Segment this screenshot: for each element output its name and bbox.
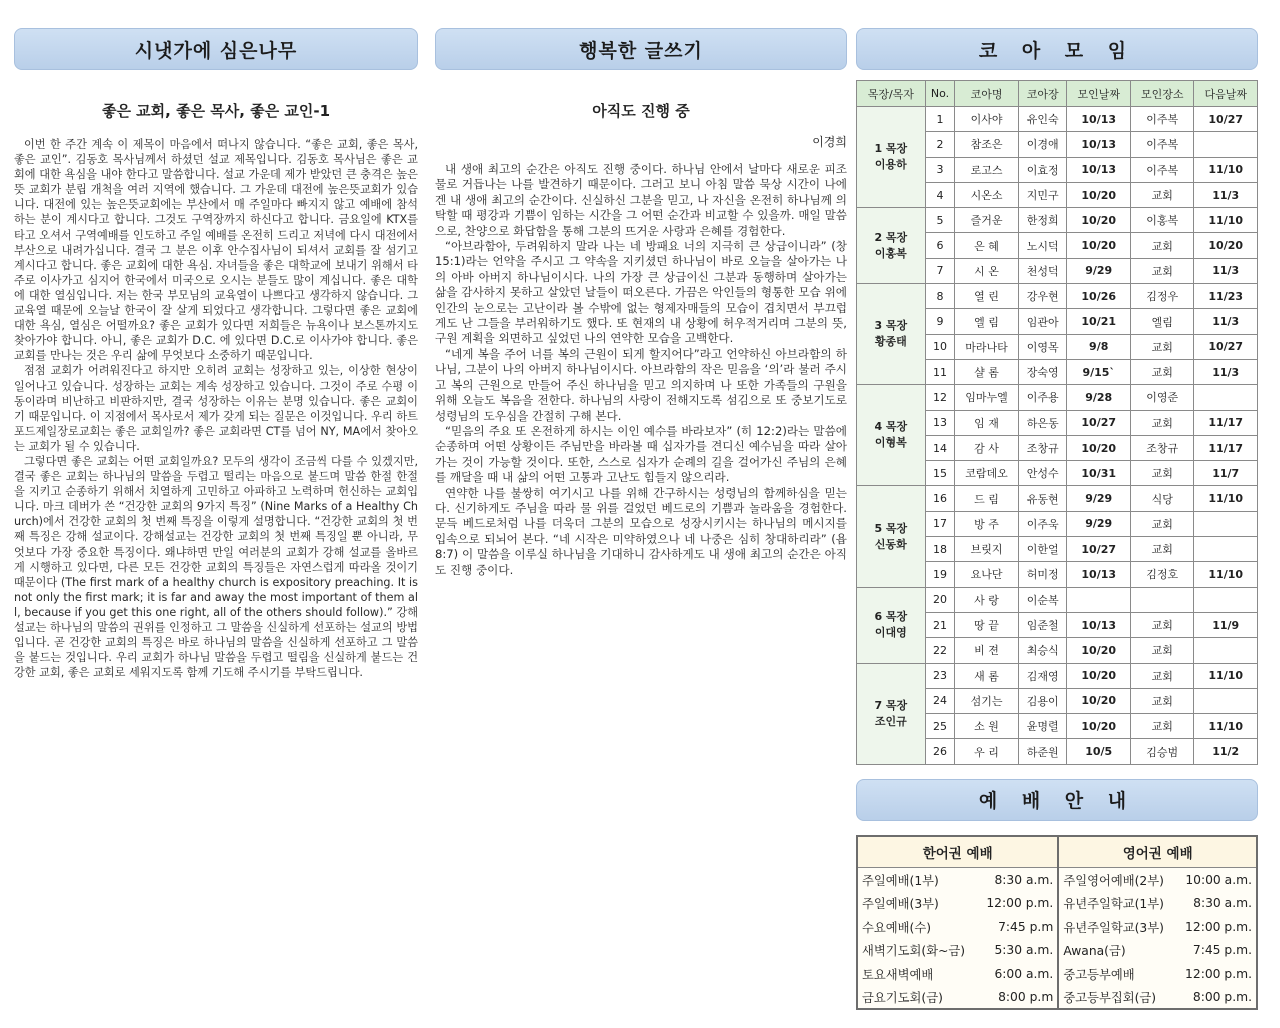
group-leader: 이용하 bbox=[874, 158, 907, 172]
group-name: 3 목장 bbox=[874, 319, 908, 333]
table-cell: 교회 bbox=[1130, 334, 1193, 359]
table-cell: 10/27 bbox=[1194, 107, 1258, 132]
paragraph: “믿음의 주요 또 온전하게 하시는 이인 예수를 바라보자” (히 12:2)라는 말씀에 순종하며 어떤 상황이든 주님만을 바라볼 때 십자가를 견디신 예수님을 따라 살아가는 것이 가능할 것이다. 또한, 스스로 십자가 순례의 길을 걸어가신 주님의 은혜를 깨달을 때 내 삶의 어떤 고통과 고난도 힘들지 않으리라. bbox=[435, 423, 847, 485]
column-header: 코아장 bbox=[1018, 81, 1067, 107]
table-cell: 10 bbox=[925, 334, 955, 359]
table-cell: 임관아 bbox=[1018, 309, 1067, 334]
table-cell: 교회 bbox=[1130, 182, 1193, 207]
table-cell: 마라나타 bbox=[955, 334, 1018, 359]
table-cell: 11/10 bbox=[1194, 486, 1258, 511]
table-cell: 천성덕 bbox=[1018, 258, 1067, 283]
group-name: 2 목장 bbox=[874, 230, 908, 244]
table-cell: 11/10 bbox=[1194, 663, 1258, 688]
table-cell: 교회 bbox=[1130, 714, 1193, 739]
column-header: 목장/목자 bbox=[857, 81, 926, 107]
english-service-time: 10:00 a.m. bbox=[1176, 868, 1257, 892]
essay-banner: 행복한 글쓰기 bbox=[435, 28, 847, 70]
table-cell: 16 bbox=[925, 486, 955, 511]
table-cell: 시 온 bbox=[955, 258, 1018, 283]
table-cell bbox=[1194, 385, 1258, 410]
table-cell: 이주복 bbox=[1130, 157, 1193, 182]
group-leader: 이대영 bbox=[874, 626, 907, 640]
table-cell: 교회 bbox=[1130, 233, 1193, 258]
table-cell: 조창규 bbox=[1018, 435, 1067, 460]
table-cell bbox=[1067, 587, 1130, 612]
table-cell bbox=[1194, 537, 1258, 562]
column-header: 모인장소 bbox=[1130, 81, 1193, 107]
column-core-meetings bbox=[856, 28, 1258, 1010]
group-leader-cell bbox=[857, 486, 926, 587]
essay-author: 이경희 bbox=[812, 135, 847, 149]
table-cell: 25 bbox=[925, 714, 955, 739]
table-cell: 9/29 bbox=[1067, 511, 1130, 536]
service-row bbox=[857, 986, 1257, 1010]
english-service-time: 12:00 p.m. bbox=[1176, 962, 1257, 986]
table-cell: 11/17 bbox=[1194, 435, 1258, 460]
table-cell: 김정호 bbox=[1130, 562, 1193, 587]
group-leader: 이형복 bbox=[874, 436, 907, 450]
english-service-name: 중고등부집회(금) bbox=[1058, 986, 1175, 1010]
table-cell: 10/27 bbox=[1067, 537, 1130, 562]
table-cell: 임준철 bbox=[1018, 612, 1067, 637]
service-row bbox=[857, 962, 1257, 986]
korean-service-name: 새벽기도회(화~금) bbox=[857, 939, 977, 963]
group-name: 6 목장 bbox=[874, 610, 908, 624]
table-cell: 23 bbox=[925, 663, 955, 688]
service-schedule-table bbox=[856, 835, 1258, 1011]
service-header-row bbox=[857, 836, 1257, 868]
table-cell: 11/9 bbox=[1194, 612, 1258, 637]
table-cell bbox=[1194, 688, 1258, 713]
english-service-name: 유년주일학교(1부) bbox=[1058, 891, 1175, 915]
table-cell: 9/29 bbox=[1067, 258, 1130, 283]
table-cell: 10/20 bbox=[1067, 233, 1130, 258]
table-cell: 사 랑 bbox=[955, 587, 1018, 612]
table-cell: 10/26 bbox=[1067, 284, 1130, 309]
table-cell: 노시덕 bbox=[1018, 233, 1067, 258]
english-service-time: 8:00 p.m. bbox=[1176, 986, 1257, 1010]
table-cell: 11/2 bbox=[1194, 739, 1258, 764]
column-header: 모인날짜 bbox=[1067, 81, 1130, 107]
table-cell: 11/10 bbox=[1194, 157, 1258, 182]
english-service-name: 유년주일학교(3부) bbox=[1058, 915, 1175, 939]
table-cell: 6 bbox=[925, 233, 955, 258]
table-cell: 21 bbox=[925, 612, 955, 637]
table-cell: 11/10 bbox=[1194, 562, 1258, 587]
table-cell: 이효정 bbox=[1018, 157, 1067, 182]
table-cell: 열 린 bbox=[955, 284, 1018, 309]
table-cell: 새 롬 bbox=[955, 663, 1018, 688]
table-cell: 이영목 bbox=[1018, 334, 1067, 359]
table-cell: 10/13 bbox=[1067, 562, 1130, 587]
table-cell: 11 bbox=[925, 359, 955, 384]
table-cell: 3 bbox=[925, 157, 955, 182]
table-cell: 교회 bbox=[1130, 359, 1193, 384]
table-body bbox=[857, 107, 1258, 765]
table-cell: 유인숙 bbox=[1018, 107, 1067, 132]
table-cell: 교회 bbox=[1130, 612, 1193, 637]
table-cell: 샬 롬 bbox=[955, 359, 1018, 384]
sermon-title: 좋은 교회, 좋은 목사, 좋은 교인-1 bbox=[101, 102, 331, 120]
table-cell: 이순복 bbox=[1018, 587, 1067, 612]
table-cell: 7 bbox=[925, 258, 955, 283]
group-leader: 조인규 bbox=[874, 714, 907, 728]
table-cell: 이주복 bbox=[1130, 107, 1193, 132]
table-cell: 교회 bbox=[1130, 258, 1193, 283]
table-cell: 2 bbox=[925, 132, 955, 157]
table-cell: 11/10 bbox=[1194, 208, 1258, 233]
group-leader-cell bbox=[857, 385, 926, 486]
core-meeting-table bbox=[856, 80, 1258, 765]
table-cell: 10/13 bbox=[1067, 132, 1130, 157]
group-name: 7 목장 bbox=[874, 698, 908, 712]
table-cell: 10/20 bbox=[1194, 233, 1258, 258]
table-cell: 4 bbox=[925, 182, 955, 207]
table-cell: 12 bbox=[925, 385, 955, 410]
table-cell: 한정희 bbox=[1018, 208, 1067, 233]
korean-service-time: 8:30 a.m. bbox=[977, 868, 1058, 892]
table-cell: 10/13 bbox=[1067, 612, 1130, 637]
table-row bbox=[857, 486, 1258, 511]
table-cell: 10/21 bbox=[1067, 309, 1130, 334]
group-leader-cell bbox=[857, 107, 926, 208]
table-cell: 24 bbox=[925, 688, 955, 713]
table-cell: 이영준 bbox=[1130, 385, 1193, 410]
table-cell: 소 원 bbox=[955, 714, 1018, 739]
table-cell: 교회 bbox=[1130, 663, 1193, 688]
table-cell: 10/27 bbox=[1067, 410, 1130, 435]
table-cell: 김용이 bbox=[1018, 688, 1067, 713]
table-header-row bbox=[857, 81, 1258, 107]
column-sermon bbox=[14, 28, 418, 680]
service-row bbox=[857, 891, 1257, 915]
table-row bbox=[857, 107, 1258, 132]
table-cell: 요나단 bbox=[955, 562, 1018, 587]
service-body bbox=[857, 868, 1257, 1010]
group-leader-cell bbox=[857, 284, 926, 385]
table-cell: 11/3 bbox=[1194, 258, 1258, 283]
table-cell: 비 젼 bbox=[955, 638, 1018, 663]
table-cell: 11/3 bbox=[1194, 309, 1258, 334]
table-cell: 9/28 bbox=[1067, 385, 1130, 410]
table-cell: 김정우 bbox=[1130, 284, 1193, 309]
korean-service-name: 주일예배(1부) bbox=[857, 868, 977, 892]
table-cell: 10/20 bbox=[1067, 435, 1130, 460]
group-leader: 황종태 bbox=[874, 335, 907, 349]
table-cell: 10/27 bbox=[1194, 334, 1258, 359]
table-cell: 임 재 bbox=[955, 410, 1018, 435]
table-cell: 10/31 bbox=[1067, 461, 1130, 486]
table-cell: 감 사 bbox=[955, 435, 1018, 460]
paragraph: 점점 교회가 어려워진다고 하지만 오히려 교회는 성장하고 있는, 이상한 현상이 일어나고 있습니다. 성장하는 교회는 계속 성장하고 있습니다. 그것이 주로 수평 이동이라며 비난하고 비판하지만, 결국 성장하는 이유는 분명 있습니다. 좋은 교회이기 때문입니다. 이 지점에서 목사로서 제가 갖게 되는 질문은 이것입니다. 우리 하트포드제일장로교회는 좋은 교회일까? 좋은 교회라면 CT를 넘어 NY, MA에서 찾아오는 교회가 될 수 있습니다. bbox=[14, 364, 418, 453]
paragraph: “네게 복을 주어 너를 복의 근원이 되게 할지어다”라고 언약하신 아브라함의 하나님, 그분이 나의 아버지 하나님이시다. 아브라함의 작은 믿음을 ‘의’라 불러 주시고 복의 근원으로 만들어 주신 하나님을 믿고 의지하며 나 또한 가족들의 구원을 위해 오늘도 복음을 전한다. 하나님의 사랑이 전해지도록 섬김으로 또 중보기도로 성령님의 도우심을 간절히 구해 본다. bbox=[435, 346, 847, 423]
table-cell: 엘 림 bbox=[955, 309, 1018, 334]
essay-title: 아직도 진행 중 bbox=[592, 102, 690, 120]
table-row bbox=[857, 208, 1258, 233]
services-banner: 예 배 안 내 bbox=[856, 779, 1258, 821]
service-row bbox=[857, 868, 1257, 892]
table-cell: 드 림 bbox=[955, 486, 1018, 511]
table-cell: 임마누엘 bbox=[955, 385, 1018, 410]
table-cell: 14 bbox=[925, 435, 955, 460]
table-cell: 9 bbox=[925, 309, 955, 334]
group-name: 1 목장 bbox=[874, 142, 908, 156]
group-name: 4 목장 bbox=[874, 420, 908, 434]
table-cell: 10/13 bbox=[1067, 107, 1130, 132]
table-cell: 시온소 bbox=[955, 182, 1018, 207]
english-service-time: 7:45 p.m. bbox=[1176, 939, 1257, 963]
table-cell: 교회 bbox=[1130, 537, 1193, 562]
table-cell: 즐거운 bbox=[955, 208, 1018, 233]
core-banner: 코 아 모 임 bbox=[856, 28, 1258, 70]
table-cell: 우 리 bbox=[955, 739, 1018, 764]
paragraph: 연약한 나를 불쌍히 여기시고 나를 위해 간구하시는 성령님의 함께하심을 믿는다. 신기하게도 주님을 따라 물 위를 걸었던 베드로의 기쁨과 놀라움을 경험한다. 문득 베드로처럼 나를 더욱더 그분의 모습으로 성장시키시는 하나님의 메시지를 입속으로 되뇌어 본다. “네 시작은 미약하였으나 네 나중은 심히 창대하리라” (욥 8:7) 이 말씀을 이루실 하나님을 기대하니 감사하게도 내 생애 최고의 순간은 아직도 진행 중이다. bbox=[435, 485, 847, 577]
table-cell: 11/7 bbox=[1194, 461, 1258, 486]
korean-service-name: 주일예배(3부) bbox=[857, 891, 977, 915]
table-cell: 이주복 bbox=[1130, 132, 1193, 157]
table-cell: 김승범 bbox=[1130, 739, 1193, 764]
table-cell: 9/15` bbox=[1067, 359, 1130, 384]
table-cell: 유동현 bbox=[1018, 486, 1067, 511]
sermon-banner: 시냇가에 심은나무 bbox=[14, 28, 418, 70]
column-header: 코아명 bbox=[955, 81, 1018, 107]
table-cell: 9/29 bbox=[1067, 486, 1130, 511]
group-leader: 이홍복 bbox=[874, 246, 907, 260]
paragraph: 그렇다면 좋은 교회는 어떤 교회일까요? 모두의 생각이 조금씩 다를 수 있겠지만, 결국 좋은 교회는 하나님의 말씀을 두렵고 떨리는 마음으로 붙드며 말씀 한절 한절을 지키고 순종하기 위해서 치열하게 고민하고 아파하고 노력하며 헌신하는 교회입니다. 마크 데버가 쓴 “건강한 교회의 9가지 특징” (Nine Marks of a Healthy Church)에서 건강한 교회의 첫 번째 특징을 이렇게 설명합니다. “건강한 교회의 첫 번째 특징은 강해 설교이다. 강해설교는 건강한 교회의 첫 번째 특징일 뿐 아니라, 무엇보다 가장 중요한 특징이다. 왜냐하면 만일 여러분의 교회가 강해 설교를 올바르게 시행하고 있다면, 다른 모든 건강한 교회의 특징들은 자연스럽게 따라올 것이기 때문이다 (The first mark of a healthy church is expository preaching. It is not only the first mark; it is far and away the most important of them all, because if you get this one right, all of the others should follow).” 강해 설교는 하나님의 말씀의 권위를 인정하고 그 말씀을 신실하게 선포하는 설교의 방법입니다. 곧 건강한 교회의 특징은 바로 하나님의 말씀을 신실하게 선포하고 그 말씀을 붙드는 것입니다. 우리 교회가 하나님 말씀을 두렵고 떨림을 신실하게 붙드는 건강한 교회, 좋은 교회로 세워지도록 함께 기도해 주시기를 부탁드립니다. bbox=[14, 454, 418, 680]
group-leader-cell bbox=[857, 663, 926, 764]
table-cell: 지민구 bbox=[1018, 182, 1067, 207]
table-cell: 11/17 bbox=[1194, 410, 1258, 435]
table-cell: 17 bbox=[925, 511, 955, 536]
table-cell: 1 bbox=[925, 107, 955, 132]
table-cell: 로고스 bbox=[955, 157, 1018, 182]
table-cell: 교회 bbox=[1130, 461, 1193, 486]
table-cell: 하준원 bbox=[1018, 739, 1067, 764]
table-cell: 이주욱 bbox=[1018, 511, 1067, 536]
table-cell: 브릿지 bbox=[955, 537, 1018, 562]
korean-service-name: 수요예배(수) bbox=[857, 915, 977, 939]
table-cell bbox=[1194, 587, 1258, 612]
table-cell: 5 bbox=[925, 208, 955, 233]
table-cell: 참조은 bbox=[955, 132, 1018, 157]
table-cell: 11/3 bbox=[1194, 182, 1258, 207]
table-cell: 강우현 bbox=[1018, 284, 1067, 309]
table-cell: 9/8 bbox=[1067, 334, 1130, 359]
table-cell: 장숙영 bbox=[1018, 359, 1067, 384]
group-leader-cell bbox=[857, 208, 926, 284]
table-cell: 13 bbox=[925, 410, 955, 435]
korean-service-name: 토요새벽예배 bbox=[857, 962, 977, 986]
english-service-time: 8:30 a.m. bbox=[1176, 891, 1257, 915]
table-cell: 10/20 bbox=[1067, 714, 1130, 739]
table-cell bbox=[1194, 132, 1258, 157]
english-service-time: 12:00 p.m. bbox=[1176, 915, 1257, 939]
group-name: 5 목장 bbox=[874, 521, 908, 535]
table-cell: 19 bbox=[925, 562, 955, 587]
english-service-name: Awana(금) bbox=[1058, 939, 1175, 963]
table-cell: 이주용 bbox=[1018, 385, 1067, 410]
table-cell: 10/13 bbox=[1067, 157, 1130, 182]
paragraph: 이번 한 주간 계속 이 제목이 마음에서 떠나지 않습니다. “좋은 교회, 좋은 목사, 좋은 교인”. 김동호 목사님께서 하셨던 설교 제목입니다. 김동호 목사님은 좋은 교회에 대한 욕심을 내야 한다고 말씀합니다. 설교 가운데 제가 받았던 큰 충격은 높은뜻 교회가 분립 개척을 여러 지역에 했습니다. 그 가운데 대전에 높은뜻교회가 있습니다. 대전에 있는 높은뜻교회에는 부산에서 매 주일마다 빠지지 않고 예배에 참석하는 분이 계시다고 합니다. 그것도 구역장까지 하신다고 합니다. 금요일에 KTX를 타고 오셔서 구역예배를 인도하고 주일 예배를 온전히 드리고 저녁에 다시 대전에서 부산으로 내려가십니다. 결국 그 분은 이후 안수집사님이 되셔서 교회를 잘 섬기고 계시다고 합니다. 좋은 교회에 대한 욕심. 자녀들을 좋은 대학교에 보내기 위해서 타주로 이사가고 심지어 한국에서 미국으로 오시는 분들도 많이 계십니다. 좋은 대학에 대한 열심입니다. 저는 한국 부모님의 교육열이 나쁘다고 생각하지 않습니다. 그 교육열 때문에 오늘날 한국이 잘 살게 되었다고 생각합니다. 그렇다면 좋은 교회에 대한 욕심, 열심은 어떨까요? 좋은 교회가 있다면 저희들은 뉴욕이나 보스톤까지도 찾아가야 합니다. 아니, 좋은 교회가 D.C. 에 있다면 D.C.로 이사가야 합니다. 좋은 교회를 만나는 것은 우리 삶에 무엇보다 소중하기 때문입니다. bbox=[14, 138, 418, 363]
group-leader: 신동화 bbox=[874, 537, 907, 551]
table-cell: 15 bbox=[925, 461, 955, 486]
table-cell: 허미정 bbox=[1018, 562, 1067, 587]
korean-service-header: 한어권 예배 bbox=[857, 836, 1058, 868]
table-cell: 교회 bbox=[1130, 410, 1193, 435]
table-cell: 10/20 bbox=[1067, 688, 1130, 713]
table-cell: 10/20 bbox=[1067, 663, 1130, 688]
table-cell: 이홍복 bbox=[1130, 208, 1193, 233]
table-cell bbox=[1194, 638, 1258, 663]
table-cell: 이사야 bbox=[955, 107, 1018, 132]
english-service-name: 중고등부예배 bbox=[1058, 962, 1175, 986]
essay-body bbox=[435, 162, 847, 578]
table-cell: 김재영 bbox=[1018, 663, 1067, 688]
table-cell bbox=[1194, 511, 1258, 536]
table-cell: 윤명렬 bbox=[1018, 714, 1067, 739]
table-cell: 교회 bbox=[1130, 511, 1193, 536]
table-cell: 이경애 bbox=[1018, 132, 1067, 157]
table-cell: 교회 bbox=[1130, 688, 1193, 713]
service-row bbox=[857, 915, 1257, 939]
table-row bbox=[857, 663, 1258, 688]
group-leader-cell bbox=[857, 587, 926, 663]
table-row bbox=[857, 284, 1258, 309]
table-cell: 최승식 bbox=[1018, 638, 1067, 663]
table-cell: 은 혜 bbox=[955, 233, 1018, 258]
table-cell: 교회 bbox=[1130, 638, 1193, 663]
korean-service-time: 12:00 p.m. bbox=[977, 891, 1058, 915]
korean-service-time: 5:30 a.m. bbox=[977, 939, 1058, 963]
table-cell: 10/20 bbox=[1067, 638, 1130, 663]
table-cell: 22 bbox=[925, 638, 955, 663]
table-cell: 식당 bbox=[1130, 486, 1193, 511]
english-service-header: 영어권 예배 bbox=[1058, 836, 1257, 868]
table-cell: 조창규 bbox=[1130, 435, 1193, 460]
table-cell: 10/20 bbox=[1067, 208, 1130, 233]
table-cell: 섬기는 bbox=[955, 688, 1018, 713]
table-cell: 8 bbox=[925, 284, 955, 309]
column-header: 다음날짜 bbox=[1194, 81, 1258, 107]
table-cell: 안성수 bbox=[1018, 461, 1067, 486]
korean-service-time: 6:00 a.m. bbox=[977, 962, 1058, 986]
table-cell: 엘림 bbox=[1130, 309, 1193, 334]
table-row bbox=[857, 587, 1258, 612]
column-header: No. bbox=[925, 81, 955, 107]
table-cell: 10/5 bbox=[1067, 739, 1130, 764]
service-row bbox=[857, 939, 1257, 963]
table-cell: 10/20 bbox=[1067, 182, 1130, 207]
table-cell: 하은동 bbox=[1018, 410, 1067, 435]
table-cell: 18 bbox=[925, 537, 955, 562]
column-essay bbox=[435, 28, 847, 578]
table-cell: 11/23 bbox=[1194, 284, 1258, 309]
table-cell: 20 bbox=[925, 587, 955, 612]
sermon-body bbox=[14, 137, 418, 680]
paragraph: “아브라함아, 두려워하지 말라 나는 네 방패요 너의 지극히 큰 상급이니라” (창 15:1)라는 언약을 주시고 그 약속을 지키셨던 하나님이 바로 오늘을 살아가는 나의 아바 아버지 하나님이시다. 나의 가장 큰 상급이신 그분과 동행하며 살아가는 삶을 감사하지 못하고 살았던 날들이 떠오른다. 가끔은 악인들의 형통한 모습 위에 인간의 눈으로는 고난이라 볼 수밖에 없는 형제자매들의 모습이 겹치면서 부끄럽게도 난 그들을 부러워하기도 했다. 또 현재의 내 상황에 허우적거리며 그분의 뜻, 구원 계획을 외면하고 싶었던 나의 연약한 모습을 고백한다. bbox=[435, 239, 847, 346]
table-cell bbox=[1130, 587, 1193, 612]
table-cell: 11/3 bbox=[1194, 359, 1258, 384]
table-cell: 코람데오 bbox=[955, 461, 1018, 486]
table-cell: 땅 끝 bbox=[955, 612, 1018, 637]
korean-service-time: 7:45 p.m bbox=[977, 915, 1058, 939]
korean-service-time: 8:00 p.m bbox=[977, 986, 1058, 1010]
table-row bbox=[857, 385, 1258, 410]
paragraph: 내 생애 최고의 순간은 아직도 진행 중이다. 하나님 안에서 날마다 새로운 피조물로 거듭나는 나를 발견하기 때문이다. 그러고 보니 아침 말씀 묵상 시간이 나에겐 내 생애 최고의 순간이다. 신실하신 그분을 믿고, 나 자신을 온전히 하나님께 의탁할 때 평강과 기쁨이 임하는 시간을 그 어떤 순간과 비교할 수 있을까. 매일 말씀으로, 찬양으로 화답함을 통해 그분의 뜨거운 사랑과 은혜를 경험한다. bbox=[435, 162, 847, 238]
korean-service-name: 금요기도회(금) bbox=[857, 986, 977, 1010]
table-cell: 이한얼 bbox=[1018, 537, 1067, 562]
table-cell: 11/10 bbox=[1194, 714, 1258, 739]
table-cell: 26 bbox=[925, 739, 955, 764]
table-cell: 방 주 bbox=[955, 511, 1018, 536]
english-service-name: 주일영어예배(2부) bbox=[1058, 868, 1175, 892]
